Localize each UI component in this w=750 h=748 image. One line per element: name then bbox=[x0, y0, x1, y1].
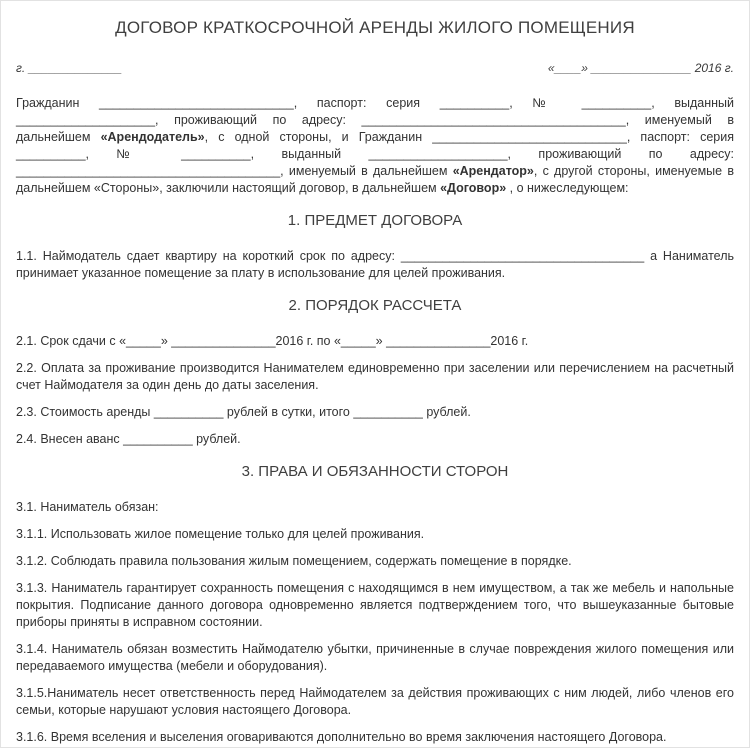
clause-3-1-1: 3.1.1. Использовать жилое помещение только для целей проживания. bbox=[16, 527, 425, 541]
landlord-term: «Арендодатель» bbox=[100, 130, 205, 144]
clause-2-4: 2.4. Внесен аванс __________ рублей. bbox=[16, 432, 241, 446]
clause-1-1: 1.1. Наймодатель сдает квартиру на короткий срок по адресу: ___________________________________ а Наниматель принимает указанное помещение за плату в использование для целей проживания. bbox=[16, 249, 734, 280]
section-3-heading: 3. ПРАВА И ОБЯЗАННОСТИ СТОРОН bbox=[241, 463, 509, 480]
clause-3-1-6: 3.1.6. Время вселения и выселения оговариваются дополнительно во время заключения настоящего Договора. bbox=[16, 730, 667, 744]
clause-3-1-5: 3.1.5.Наниматель несет ответственность перед Наймодателем за действия проживающих с ним людей, либо членов его семьи, которые нарушают условия настоящего Договора. bbox=[16, 686, 734, 717]
section-1-heading: 1. ПРЕДМЕТ ДОГОВОРА bbox=[287, 212, 463, 229]
clause-2-2: 2.2. Оплата за проживание производится Нанимателем единовременно при заселении или перечислением на расчетный счет Наймодателя за один день до даты заселения. bbox=[16, 361, 734, 392]
text-segment: , с другой стороны, именуемые в дальнейшем «Стороны», заключили настоящий договор, в дальнейшем bbox=[16, 164, 734, 195]
contract-term: «Договор» bbox=[440, 181, 507, 195]
text-segment: , с одной стороны, и Гражданин ____________________________, паспорт: серия __________, № __________, выданный ____________________, проживающий по адресу: ______________________________________, именуемый в дальнейшем bbox=[16, 130, 735, 178]
city-blank-line: г. ______________ bbox=[16, 61, 123, 75]
clause-3-1-3: 3.1.3. Наниматель гарантирует сохранность помещения с находящимся в нем имуществом, а так же мебель и напольные покрытия. Подписание данного договора одновременно является подтверждением того, что вышеуказанные бытовые приборы приняты в исправном состоянии. bbox=[16, 581, 734, 629]
header-meta-row bbox=[16, 60, 734, 77]
text-segment: , о нижеследующем: bbox=[506, 181, 629, 195]
tenant-term: «Арендатор» bbox=[452, 164, 534, 178]
date-blank-line: «____» _______________ 2016 г. bbox=[547, 61, 734, 75]
clause-2-1: 2.1. Срок сдачи с «_____» _______________2016 г. по «_____» _______________2016 г. bbox=[16, 334, 529, 348]
clause-3-1-4: 3.1.4. Наниматель обязан возместить Наймодателю убытки, причиненные в случае повреждения жилого помещения или передаваемого имущества (мебели и оборудования). bbox=[16, 642, 734, 673]
section-2-heading: 2. ПОРЯДОК РАССЧЕТА bbox=[288, 297, 462, 314]
clause-2-3: 2.3. Стоимость аренды __________ рублей в сутки, итого __________ рублей. bbox=[16, 405, 471, 419]
clause-3-1-2: 3.1.2. Соблюдать правила пользования жилым помещением, содержать помещение в порядке. bbox=[16, 554, 572, 568]
clause-3-1: 3.1. Наниматель обязан: bbox=[16, 500, 159, 514]
text-segment: Гражданин ____________________________, паспорт: серия __________, № __________, выданный ____________________, проживающий по адресу: ______________________________________, именуемый в дальнейшем bbox=[16, 96, 734, 144]
document-title: ДОГОВОР КРАТКОСРОЧНОЙ АРЕНДЫ ЖИЛОГО ПОМЕЩЕНИЯ bbox=[115, 18, 635, 37]
parties-paragraph bbox=[16, 95, 734, 197]
